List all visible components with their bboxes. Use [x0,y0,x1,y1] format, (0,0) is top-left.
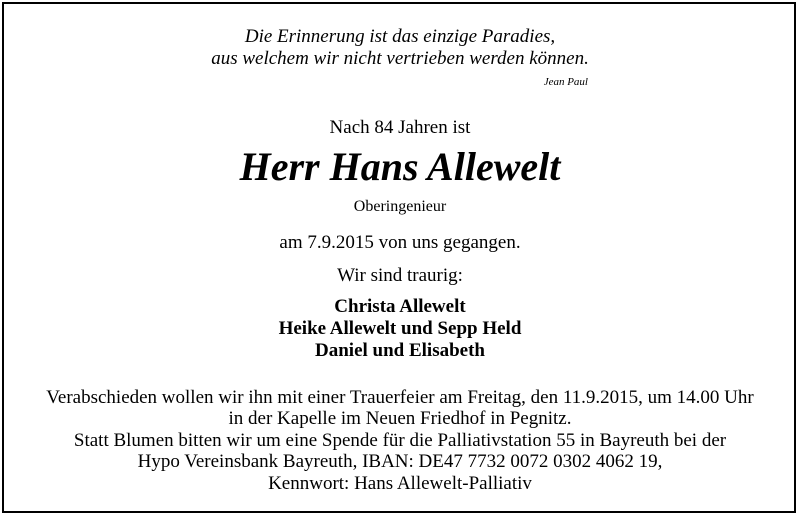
deceased-name: Herr Hans Allewelt [239,144,561,189]
deceased-title: Oberingenieur [353,198,447,215]
details-line: Hypo Vereinsbank Bayreuth, IBAN: DE47 7732 0072 0302 4062 19, [137,451,663,472]
details-line: Statt Blumen bitten wir um eine Spende für die Palliativstation 55 in Bayreuth bei der [73,430,727,451]
quote-line-2: aus welchem wir nicht vertrieben werden können. [211,48,589,69]
mourners-heading: Wir sind traurig: [337,265,463,286]
quote-line-1: Die Erinnerung ist das einzige Paradies, [244,26,556,47]
quote-author: Jean Paul [543,76,588,88]
mourner-name: Christa Allewelt [334,296,466,317]
date-line: am 7.9.2015 von uns gegangen. [279,232,521,253]
details-line: in der Kapelle im Neuen Friedhof in Pegnitz. [228,408,572,429]
details-line: Kennwort: Hans Allewelt-Palliativ [268,473,532,494]
intro-text: Nach 84 Jahren ist [329,117,471,138]
mourner-name: Heike Allewelt und Sepp Held [278,318,522,339]
mourner-name: Daniel und Elisabeth [315,340,485,361]
details-line: Verabschieden wollen wir ihn mit einer Trauerfeier am Freitag, den 11.9.2015, um 14.00 Uhr [46,387,754,408]
